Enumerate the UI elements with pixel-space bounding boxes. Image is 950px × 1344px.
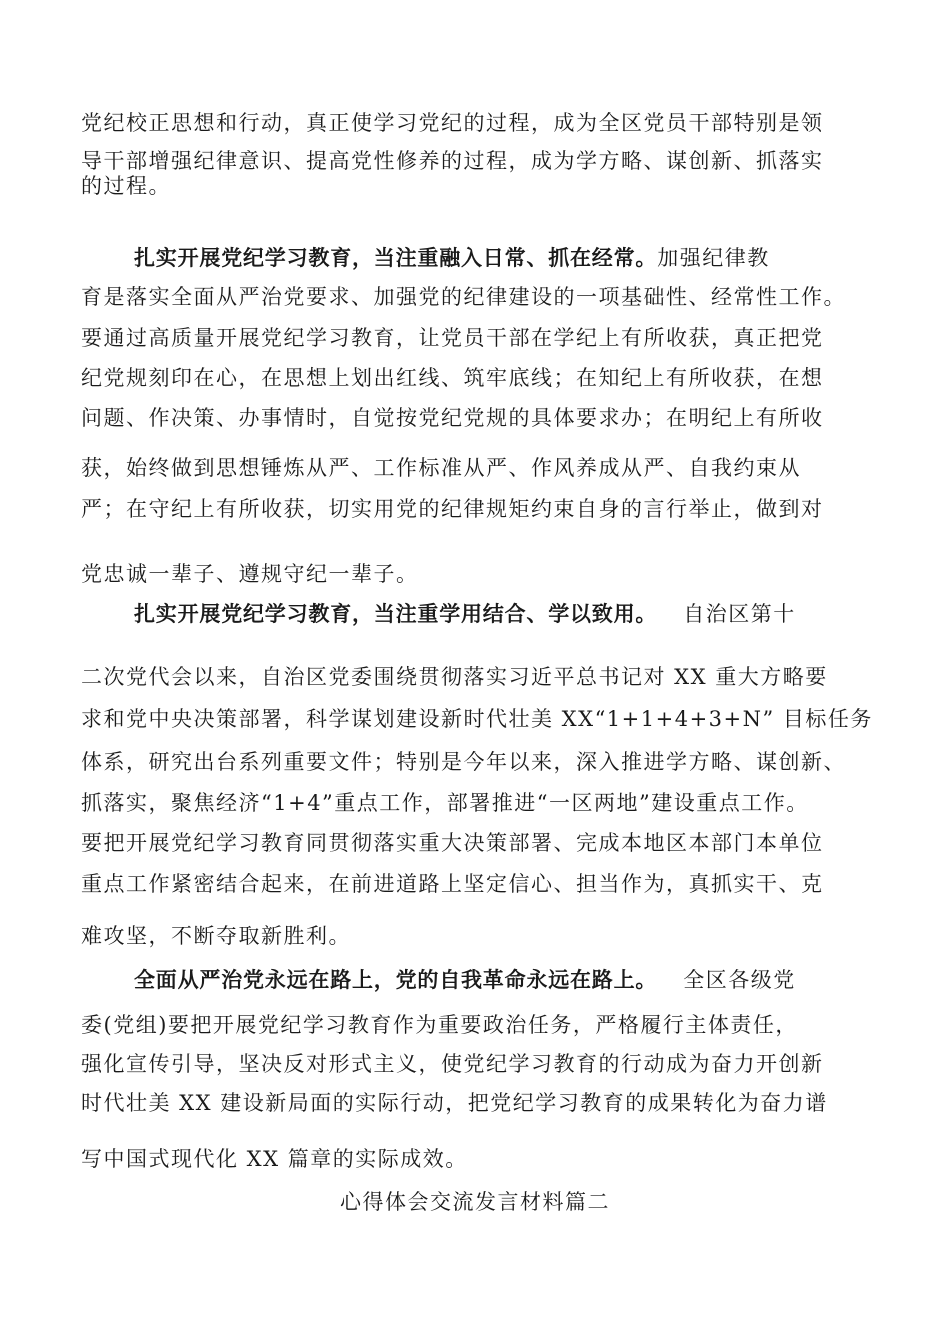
paragraph-3-first-line: [134, 600, 796, 628]
paragraph-4-first-line-rest: 全区各级党: [683, 968, 796, 992]
paragraph-1-line-2: 导干部增强纪律意识、提高党性修养的过程，成为学方略、谋创新、抓落实: [81, 149, 824, 173]
paragraph-2-line-5: 问题、作决策、办事情时，自觉按党纪党规的具体要求办；在明纪上有所收: [81, 406, 824, 430]
paragraph-4-first-line: [134, 966, 796, 994]
paragraph-4-line-4: 时代壮美 XX 建设新局面的实际行动，把党纪学习教育的成果转化为奋力谱: [81, 1091, 828, 1115]
paragraph-4-lead-sentence: 全面从严治党永远在路上，党的自我革命永远在路上。: [134, 968, 658, 992]
paragraph-3-line-7: 重点工作紧密结合起来，在前进道路上坚定信心、担当作为，真抓实干、克: [81, 872, 824, 896]
paragraph-4-line-5: 写中国式现代化 XX 篇章的实际成效。: [81, 1147, 468, 1171]
paragraph-3-line-3: 求和党中央决策部署，科学谋划建设新时代壮美 XX“1+1+4+3+N” 目标任务: [81, 707, 873, 731]
paragraph-2-line-4: 纪党规刻印在心，在思想上划出红线、筑牢底线；在知纪上有所收获，在想: [81, 366, 824, 390]
paragraph-2-first-line: [134, 244, 770, 272]
paragraph-2-lead-sentence: 扎实开展党纪学习教育，当注重融入日常、抓在经常。: [134, 246, 658, 270]
paragraph-3-line-6: 要把开展党纪学习教育同贯彻落实重大决策部署、完成本地区本部门本单位: [81, 831, 824, 855]
paragraph-3-line-2: 二次党代会以来，自治区党委围绕贯彻落实习近平总书记对 XX 重大方略要: [81, 665, 828, 689]
paragraph-2-line-3: 要通过高质量开展党纪学习教育，让党员干部在学纪上有所收获，真正把党: [81, 326, 824, 350]
paragraph-3-line-8: 难攻坚，不断夺取新胜利。: [81, 924, 351, 948]
paragraph-2-first-line-rest: 加强纪律教: [657, 246, 770, 270]
paragraph-1-line-3: 的过程。: [81, 174, 171, 198]
paragraph-4-line-3: 强化宣传引导，坚决反对形式主义，使党纪学习教育的行动成为奋力开创新: [81, 1052, 824, 1076]
paragraph-3-lead-sentence: 扎实开展党纪学习教育，当注重学用结合、学以致用。: [134, 602, 658, 626]
paragraph-2-line-2: 育是落实全面从严治党要求、加强党的纪律建设的一项基础性、经常性工作。: [81, 285, 846, 309]
paragraph-2-line-7: 严；在守纪上有所收获，切实用党的纪律规矩约束自身的言行举止，做到对: [81, 497, 824, 521]
paragraph-3-first-line-rest: 自治区第十: [683, 602, 796, 626]
paragraph-1-line-1: 党纪校正思想和行动，真正使学习党纪的过程，成为全区党员干部特别是领: [81, 111, 824, 135]
paragraph-3-line-5: 抓落实，聚焦经济“1+4”重点工作，部署推进“一区两地”建设重点工作。: [81, 791, 809, 815]
paragraph-2-line-8: 党忠诚一辈子、遵规守纪一辈子。: [81, 562, 419, 586]
section-heading: 心得体会交流发言材料篇二: [340, 1190, 610, 1214]
paragraph-4-line-2: 委(党组)要把开展党纪学习教育作为重要政治任务，严格履行主体责任，: [81, 1013, 798, 1037]
paragraph-3-line-4: 体系，研究出台系列重要文件；特别是今年以来，深入推进学方略、谋创新、: [81, 750, 846, 774]
paragraph-2-line-6: 获，始终做到思想锤炼从严、工作标准从严、作风养成从严、自我约束从: [81, 456, 801, 480]
